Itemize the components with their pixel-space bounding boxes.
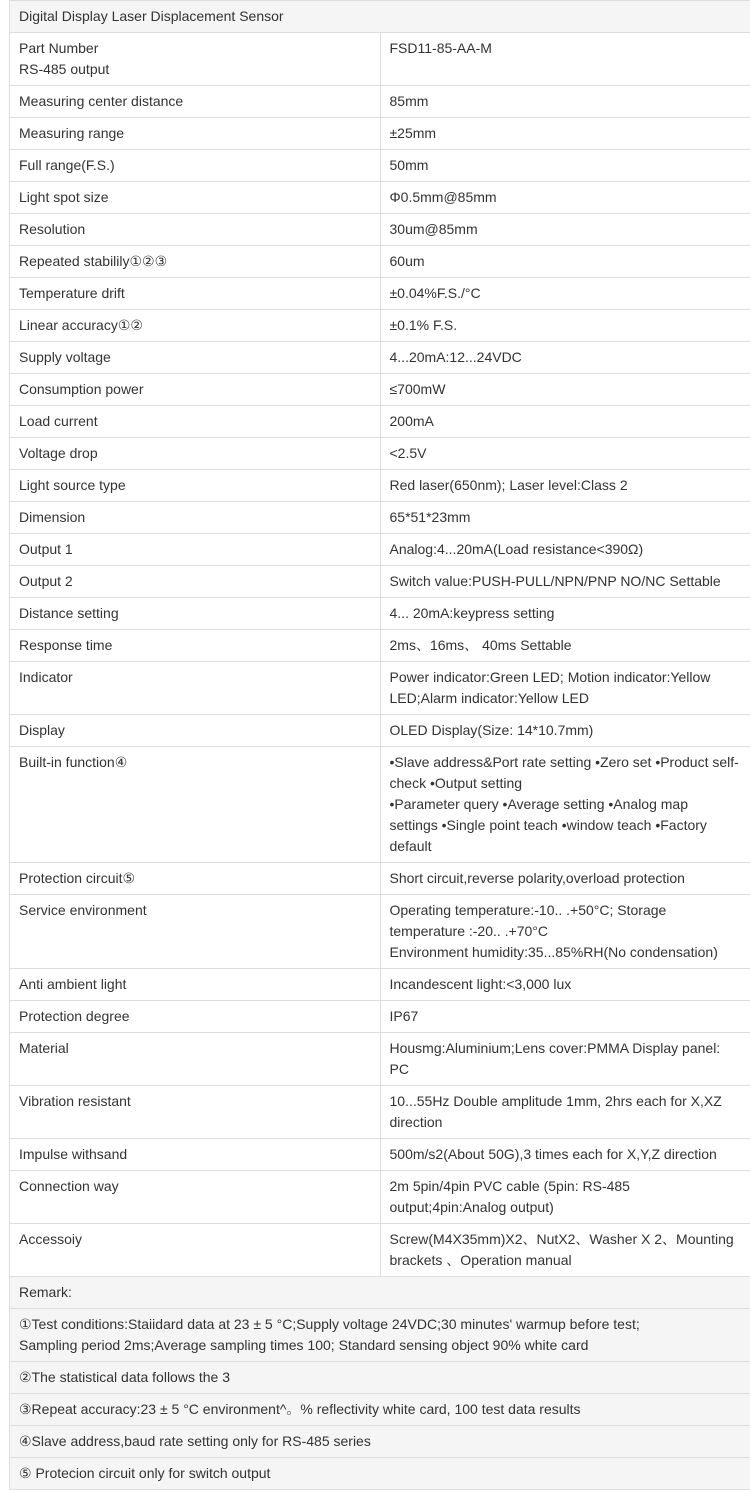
spec-label: Repeated stabilily①②③ bbox=[10, 246, 381, 278]
table-row bbox=[10, 1139, 750, 1171]
spec-value: ±0.1% F.S. bbox=[380, 310, 750, 342]
table-title-row bbox=[10, 1, 750, 33]
table-row bbox=[10, 566, 750, 598]
spec-value: OLED Display(Size: 14*10.7mm) bbox=[380, 715, 750, 747]
spec-value: Power indicator:Green LED; Motion indicator:Yellow LED;Alarm indicator:Yellow LED bbox=[380, 662, 750, 715]
spec-label: Display bbox=[10, 715, 381, 747]
remark-row bbox=[10, 1394, 750, 1426]
table-row bbox=[10, 374, 750, 406]
spec-label: Load current bbox=[10, 406, 381, 438]
spec-value: 85mm bbox=[380, 86, 750, 118]
remark-row bbox=[10, 1309, 750, 1362]
table-row bbox=[10, 182, 750, 214]
table-row bbox=[10, 662, 750, 715]
table-row bbox=[10, 895, 750, 969]
spec-label: Distance setting bbox=[10, 598, 381, 630]
table-row bbox=[10, 598, 750, 630]
spec-label: Protection circuit⑤ bbox=[10, 863, 381, 895]
table-row bbox=[10, 1001, 750, 1033]
spec-value: 500m/s2(About 50G),3 times each for X,Y,Z direction bbox=[380, 1139, 750, 1171]
spec-value: 65*51*23mm bbox=[380, 502, 750, 534]
table-row bbox=[10, 502, 750, 534]
spec-value: 2ms、16ms、 40ms Settable bbox=[380, 630, 750, 662]
remark-row bbox=[10, 1426, 750, 1458]
spec-value: <2.5V bbox=[380, 438, 750, 470]
spec-label: Part Number RS-485 output bbox=[10, 33, 381, 86]
spec-value: Housmg:Aluminium;Lens cover:PMMA Display panel: PC bbox=[380, 1033, 750, 1086]
table-row bbox=[10, 438, 750, 470]
spec-value: 4... 20mA:keypress setting bbox=[380, 598, 750, 630]
spec-label: Light source type bbox=[10, 470, 381, 502]
spec-value: 10...55Hz Double amplitude 1mm, 2hrs each for X,XZ direction bbox=[380, 1086, 750, 1139]
spec-label: Anti ambient light bbox=[10, 969, 381, 1001]
table-row bbox=[10, 715, 750, 747]
spec-label: Protection degree bbox=[10, 1001, 381, 1033]
spec-label: Connection way bbox=[10, 1171, 381, 1224]
table-row bbox=[10, 863, 750, 895]
spec-label: Material bbox=[10, 1033, 381, 1086]
table-row bbox=[10, 150, 750, 182]
table-row bbox=[10, 1033, 750, 1086]
spec-label: Impulse withsand bbox=[10, 1139, 381, 1171]
remark-text: ②The statistical data follows the 3 bbox=[10, 1362, 750, 1394]
table-row bbox=[10, 747, 750, 863]
spec-value: Switch value:PUSH-PULL/NPN/PNP NO/NC Settable bbox=[380, 566, 750, 598]
spec-value: Operating temperature:-10.. .+50°C; Storage temperature :-20.. .+70°C Environment humidity:35...85%RH(No condensation) bbox=[380, 895, 750, 969]
table-row bbox=[10, 118, 750, 150]
table-title: Digital Display Laser Displacement Sensor bbox=[10, 1, 750, 33]
spec-label: Dimension bbox=[10, 502, 381, 534]
spec-label: Accessoiy bbox=[10, 1224, 381, 1277]
spec-table-body bbox=[10, 1, 750, 1490]
spec-value: Φ0.5mm@85mm bbox=[380, 182, 750, 214]
spec-label: Measuring range bbox=[10, 118, 381, 150]
spec-label: Supply voltage bbox=[10, 342, 381, 374]
spec-label: Resolution bbox=[10, 214, 381, 246]
spec-label: Temperature drift bbox=[10, 278, 381, 310]
table-row bbox=[10, 246, 750, 278]
spec-label: Light spot size bbox=[10, 182, 381, 214]
table-row bbox=[10, 1171, 750, 1224]
table-row bbox=[10, 1086, 750, 1139]
spec-value: Red laser(650nm); Laser level:Class 2 bbox=[380, 470, 750, 502]
spec-value: ≤700mW bbox=[380, 374, 750, 406]
spec-value: ±25mm bbox=[380, 118, 750, 150]
table-row bbox=[10, 630, 750, 662]
spec-label: Vibration resistant bbox=[10, 1086, 381, 1139]
spec-label: Consumption power bbox=[10, 374, 381, 406]
table-row bbox=[10, 214, 750, 246]
remark-row bbox=[10, 1362, 750, 1394]
spec-value: 4...20mA:12...24VDC bbox=[380, 342, 750, 374]
table-row bbox=[10, 278, 750, 310]
spec-value: 50mm bbox=[380, 150, 750, 182]
spec-value: Incandescent light:<3,000 lux bbox=[380, 969, 750, 1001]
spec-label: Full range(F.S.) bbox=[10, 150, 381, 182]
spec-value: Short circuit,reverse polarity,overload protection bbox=[380, 863, 750, 895]
spec-value: •Slave address&Port rate setting •Zero set •Product self-check •Output setting •Parameter query •Average setting •Analog map settings •Single point teach •window teach •Factory default bbox=[380, 747, 750, 863]
spec-label: Output 2 bbox=[10, 566, 381, 598]
table-row bbox=[10, 969, 750, 1001]
spec-label: Service environment bbox=[10, 895, 381, 969]
spec-label: Linear accuracy①② bbox=[10, 310, 381, 342]
spec-value: 2m 5pin/4pin PVC cable (5pin: RS-485 output;4pin:Analog output) bbox=[380, 1171, 750, 1224]
remark-text: ①Test conditions:Staiidard data at 23 ± 5 °C;Supply voltage 24VDC;30 minutes' warmup before test; Sampling period 2ms;Average sampling times 100; Standard sensing object 90% white card bbox=[10, 1309, 750, 1362]
table-row bbox=[10, 310, 750, 342]
remark-text: ⑤ Protecion circuit only for switch output bbox=[10, 1458, 750, 1490]
spec-label: Built-in function④ bbox=[10, 747, 381, 863]
spec-value: 30um@85mm bbox=[380, 214, 750, 246]
spec-value: 60um bbox=[380, 246, 750, 278]
remark-text: ③Repeat accuracy:23 ± 5 °C environment^。% reflectivity white card, 100 test data results bbox=[10, 1394, 750, 1426]
spec-label: Measuring center distance bbox=[10, 86, 381, 118]
spec-value: Analog:4...20mA(Load resistance<390Ω) bbox=[380, 534, 750, 566]
spec-label: Response time bbox=[10, 630, 381, 662]
remark-title: Remark: bbox=[10, 1277, 750, 1309]
spec-value: Screw(M4X35mm)X2、NutX2、Washer X 2、Mounting brackets 、Operation manual bbox=[380, 1224, 750, 1277]
spec-table bbox=[9, 0, 750, 1490]
spec-label: Output 1 bbox=[10, 534, 381, 566]
spec-label: Indicator bbox=[10, 662, 381, 715]
spec-value: FSD11-85-AA-M bbox=[380, 33, 750, 86]
table-row bbox=[10, 534, 750, 566]
table-row bbox=[10, 1224, 750, 1277]
spec-value: ±0.04%F.S./°C bbox=[380, 278, 750, 310]
spec-value: 200mA bbox=[380, 406, 750, 438]
remark-header-row bbox=[10, 1277, 750, 1309]
remark-row bbox=[10, 1458, 750, 1490]
remark-text: ④Slave address,baud rate setting only for RS-485 series bbox=[10, 1426, 750, 1458]
table-row bbox=[10, 86, 750, 118]
table-row bbox=[10, 342, 750, 374]
table-row bbox=[10, 470, 750, 502]
spec-value: IP67 bbox=[380, 1001, 750, 1033]
spec-label: Voltage drop bbox=[10, 438, 381, 470]
table-row bbox=[10, 406, 750, 438]
table-row bbox=[10, 33, 750, 86]
